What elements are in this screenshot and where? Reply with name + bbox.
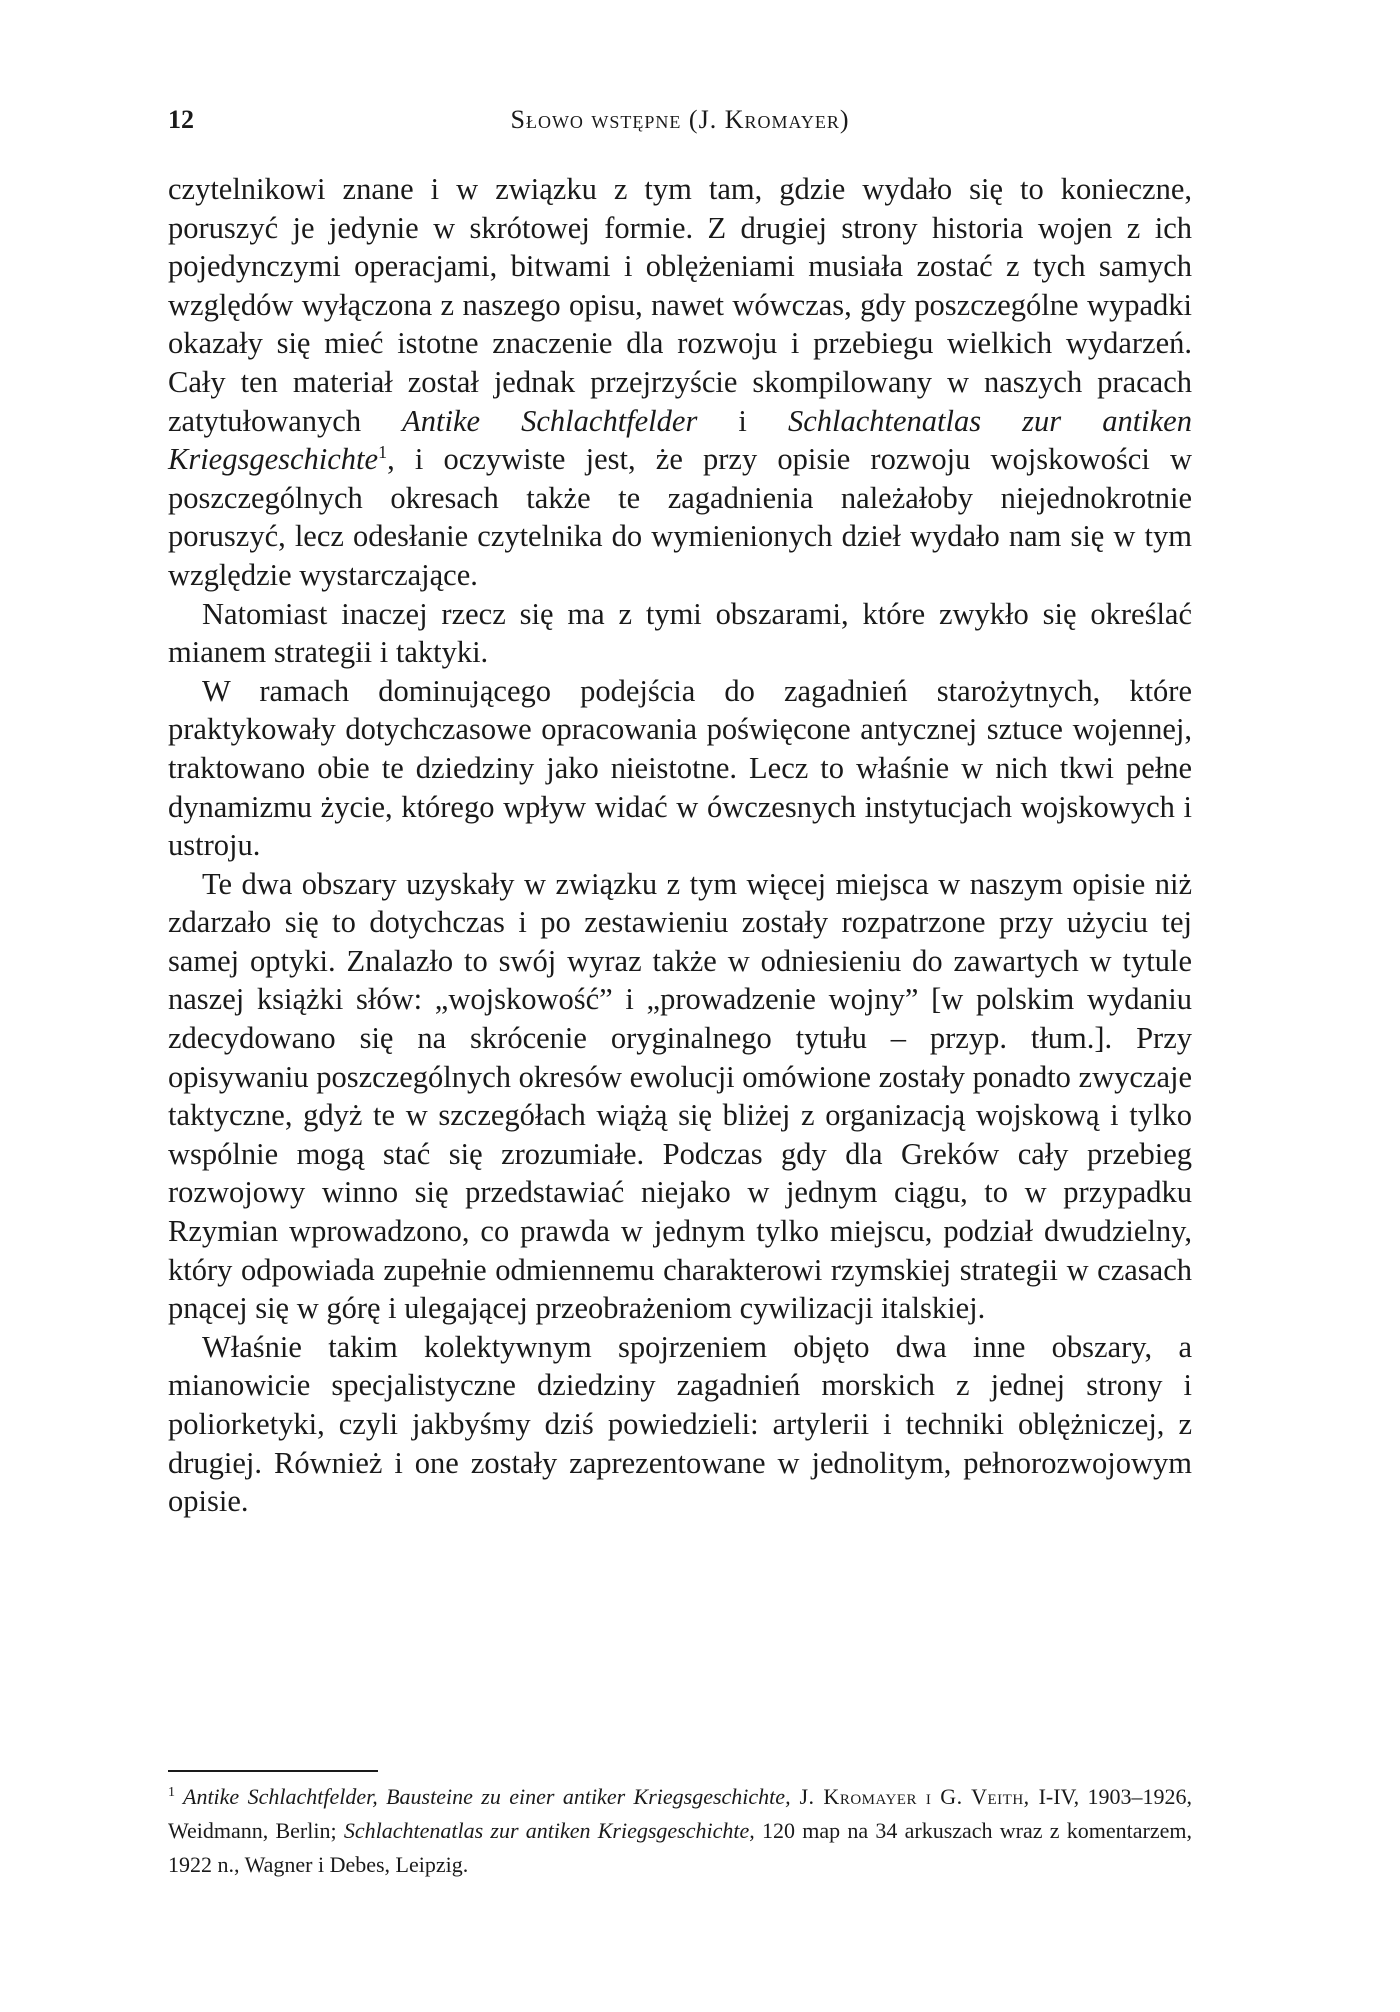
paragraph-1-text-a: czytelnikowi znane i w związku z tym tam, gdzie wydało się to konieczne, poruszyć je jedynie w skrótowej formie. Z drugiej strony historia wojen z ich pojedynczymi operacjami, bitwami i oblężeniami musiała zostać z tych samych względów wyłączona z naszego opisu, nawet wówczas, gdy poszczególne wypadki okazały się mieć istotne znaczenie dla rozwoju i przebiegu wielkich wydarzeń. Cały ten materiał został jednak przejrzyście skompilowany w naszych pracach zatytułowanych — [168, 172, 1192, 438]
footnote-details-2: 120 map na 34 arkuszach wraz z komentarzem, 1922 n., Wagner i Debes, Leipzig. — [168, 1818, 1192, 1877]
footnote-divider — [168, 1770, 378, 1772]
paragraph-1 — [168, 170, 1192, 595]
body-text — [168, 170, 1192, 1521]
running-title: Słowo wstępne (J. Kromayer) — [510, 105, 850, 134]
running-head — [168, 100, 1192, 140]
footnote-title-2: Schlachtenatlas zur antiken Kriegsgeschichte, — [343, 1818, 755, 1843]
footnote-authors: J. Kromayer i G. Veith, — [790, 1784, 1039, 1809]
book-title-schlachtenatlas: Schlachtenatlas zur antiken Kriegsgeschichte — [168, 403, 1192, 477]
page-number: 12 — [168, 105, 194, 134]
book-title-antike-schlachtfelder: Antike Schlachtfelder — [402, 403, 698, 438]
paragraph-4: Te dwa obszary uzyskały w związku z tym więcej miejsca w naszym opisie niż zdarzało się to dotychczas i po zestawieniu zostały rozpatrzone przy użyciu tej samej optyki. Znalazło to swój wyraz także w odniesieniu do zawartych w tytule naszej książki słów: „wojskowość” i „prowadzenie wojny” [w polskim wydaniu zdecydowano się na skrócenie oryginalnego tytułu – przyp. tłum.]. Przy opisywaniu poszczególnych okresów ewolucji omówione zostały ponadto zwyczaje taktyczne, gdyż te w szczegółach wiążą się bliżej z organizacją wojskową i tylko wspólnie mogą stać się zrozumiałe. Podczas gdy dla Greków cały przebieg rozwojowy winno się przedstawiać niejako w jednym ciągu, to w przypadku Rzymian wprowadzono, co prawda w jednym tylko miejscu, podział dwudzielny, który odpowiada zupełnie odmiennemu charakterowi rzymskiej strategii w czasach pnącej się w górę i ulegającej przeobrażeniom cywilizacji italskiej. — [168, 866, 1192, 1326]
paragraph-5: Właśnie takim kolektywnym spojrzeniem objęto dwa inne obszary, a mianowicie specjalistyczne dziedziny zagadnień morskich z jednej strony i poliorketyki, czyli jakbyśmy dziś powiedzieli: artylerii i techniki oblężniczej, z drugiej. Również i one zostały zaprezentowane w jednolitym, pełnorozwojowym opisie. — [168, 1329, 1192, 1519]
footnote — [168, 1780, 1192, 1882]
footnote-mark: 1 — [168, 1784, 175, 1800]
footnote-details-1: I-IV, 1903–1926, Weidmann, Berlin; — [168, 1784, 1193, 1843]
book-page — [168, 100, 1192, 1980]
paragraph-3: W ramach dominującego podejścia do zagadnień starożytnych, które praktykowały dotychczasowe opracowania poświęcone antycznej sztuce wojennej, traktowano obie te dziedziny jako nieistotne. Lecz to właśnie w nich tkwi pełne dynamizmu życie, którego wpływ widać w ówczesnych instytucjach wojskowych i ustroju. — [168, 673, 1192, 863]
paragraph-2: Natomiast inaczej rzecz się ma z tymi obszarami, które zwykło się określać mianem strategii i taktyki. — [168, 596, 1192, 670]
paragraph-1-text-c: , i oczywiste jest, że przy opisie rozwoju wojskowości w poszczególnych okresach także te zagadnienia należałoby niejednokrotnie poruszyć, lecz odesłanie czytelnika do wymienionych dzieł wydało nam się w tym względzie wystarczające. — [168, 442, 1192, 592]
paragraph-1-text-b: i — [697, 403, 788, 438]
footnote-reference[interactable]: 1 — [378, 442, 388, 462]
footnote-title-1: Antike Schlachtfelder, Bausteine zu einer antiker Kriegsgeschichte, — [183, 1784, 791, 1809]
